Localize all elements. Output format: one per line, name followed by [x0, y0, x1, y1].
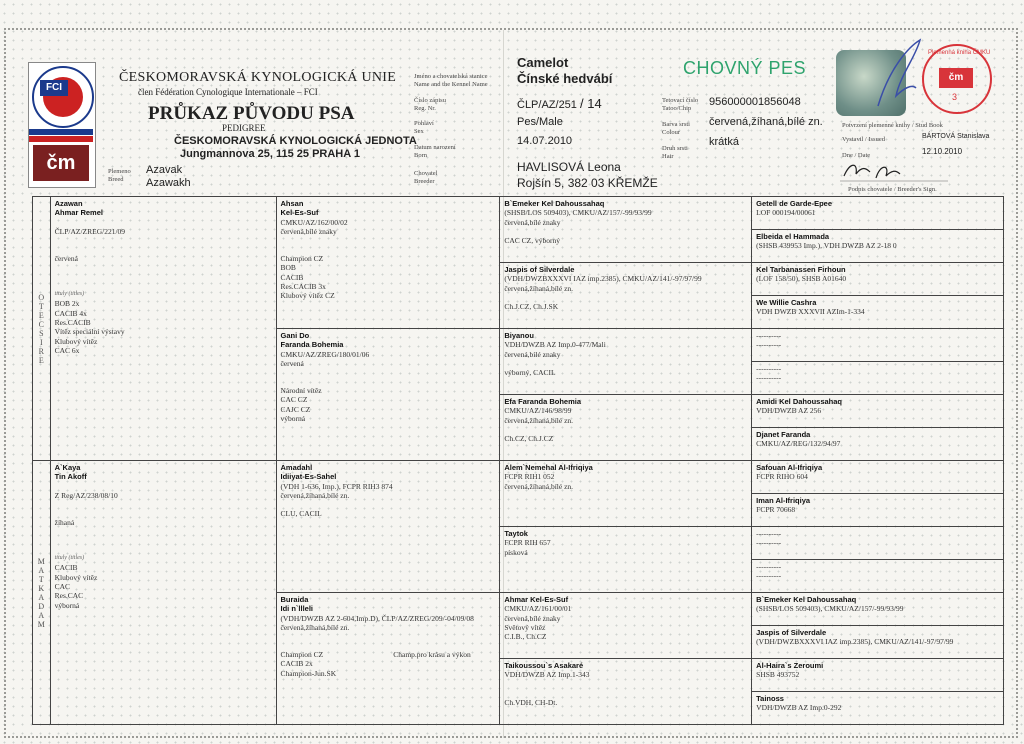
label-colour: Barva srsti Colour: [662, 121, 690, 136]
org-name: ČESKOMORAVSKÁ KYNOLOGICKÁ UNIE: [119, 70, 397, 85]
dog-hair: krátká: [709, 136, 739, 148]
label-date: Dne / Date: [842, 152, 871, 159]
label-tattoo: Tetovací číslo Tatoo/Chip: [662, 97, 699, 112]
g1-cell: Getell de Garde-Epee LOF 000194/00061: [752, 197, 1004, 230]
g14-cell: Jaspis of Silverdale (VDH/DWZBXXXVI IAZ imp.2385), CMKU/AZ/141/-97/97/99: [752, 626, 1004, 659]
label-breeder: Chovatel Breeder: [414, 170, 438, 185]
label-hair: Druh srsti Hair: [662, 145, 688, 160]
issued-date: 12.10.2010: [922, 147, 963, 156]
dam-dam-cell: Buraida Idi n`llleli (VDH/DWZB AZ 2-604,Imp.D), ČLP/AZ/ZREG/209/-04/09/08 červená,žíhaná,bílé zn. Champion CZ Champ.pro krásu a výkon CACIB 2x Champion-Jun.SK: [276, 593, 500, 725]
g9-cell: Safouan Al-Ifriqiya FCPR RIHO 604: [752, 461, 1004, 494]
signature-stroke-icon: [870, 36, 930, 116]
g13-cell: B`Emeker Kel Dahoussahaq (SHSB/LOS 509403), CMKU/AZ/157/-99/93/99: [752, 593, 1004, 626]
cmku-logo: [28, 62, 96, 188]
dss-cell: Alem`Nemehal Al-Ifriqiya FCPR RIH1 052 červená,žíhaná,bílé zn.: [500, 461, 752, 527]
g10-cell: Iman Al-Ifriqiya FCPR 70668: [752, 494, 1004, 527]
fci-emblem-icon: FCI: [32, 66, 94, 128]
breeder-address: Rojšín 5, 382 03 KŘEMŽE: [517, 176, 658, 190]
ssd-cell: Jaspis of Silverdale (VDH/DWZBXXXVI IAZ imp.2385), CMKU/AZ/141/-97/97/99 červená,žíhaná,bílé zn. Ch.J.CZ, Ch.J.SK: [500, 263, 752, 329]
issued-by: BÁRTOVÁ Stanislava: [922, 133, 990, 140]
ddd-cell: Taikoussou`s Asakaré VDH/DWZB AZ Imp.1-343 Ch.VDH, CH-Dt.: [500, 659, 752, 725]
side-dam: M A T K A D A M: [33, 461, 51, 725]
dsd-cell: Taytok FCPR RIH 657 písková: [500, 527, 752, 593]
label-reg: Číslo zápisu Reg. Nr.: [414, 97, 446, 112]
label-born: Datum narození Born: [414, 144, 456, 159]
g4-cell: We Willie Cashra VDH DWZB XXXVII AZIm-1-334: [752, 296, 1004, 329]
document-subtitle: PEDIGREE: [222, 123, 266, 133]
g11-cell: ---------- ----------: [752, 527, 1004, 560]
g12-cell: ---------- ----------: [752, 560, 1004, 593]
stud-book-seal: Plemenná kniha ČMKU čm 3: [922, 44, 992, 114]
label-confirm: Potvrzení plemenné knihy / Stud Book: [842, 122, 943, 129]
dam-cell: A`Kaya Tin Akoff Z Reg/AZ/238/08/10 žíhaná tituly (titles) CACIB Klubový vítěz CAC Res.CAC výborná: [50, 461, 276, 725]
g6-cell: ---------- ----------: [752, 362, 1004, 395]
dog-kennel: Camelot: [517, 55, 569, 70]
label-issued: Vystavil / Issued: [842, 136, 885, 143]
sire-dam-cell: Gani Do Faranda Bohemia CMKU/AZ/ZREG/180/01/06 červená Národní vítěz CAC CZ CAJC CZ výborná: [276, 329, 500, 461]
sss-cell: B`Emeker Kel Dahoussahaq (SHSB/LOS 509403), CMKU/AZ/157/-99/93/99 červená,bílé znaky CAC CZ, výborný: [500, 197, 752, 263]
dog-chip: 956000001856048: [709, 96, 801, 108]
sire-cell: Azawan Ahmar Remel ČLP/AZ/ZREG/221/09 červená tituly (titles) BOB 2x CACIB 4x Res.CACIB Vítěz speciální výstavy Klubový vítěz CAC 6x: [50, 197, 276, 461]
g5-cell: ---------- ----------: [752, 329, 1004, 362]
jednota-address: Jungmannova 25, 115 25 PRAHA 1: [180, 148, 360, 160]
label-breeder-sign: Podpis chovatele / Breeder's Sign.: [848, 186, 937, 193]
dog-name: Čínské hedvábí: [517, 71, 613, 86]
breeder-signature-icon: [840, 158, 950, 184]
breed-label: Plemeno Breed: [108, 168, 131, 183]
g15-cell: Al-Haira`s Zeroumi SHSB 493752: [752, 659, 1004, 692]
side-sire: O T E C S I R E: [33, 197, 51, 461]
breed-en: Azawakh: [146, 177, 191, 189]
sdd-cell: Efa Faranda Bohemia CMKU/AZ/146/98/99 červená,žíhaná,bílé zn. Ch.CZ, Ch.J.CZ: [500, 395, 752, 461]
sire-sire-cell: Ahsan Kel-Es-Suf CMKU/AZ/162/00/02 červená,bílé znaky Champion CZ BOB CACIB Res.CACIB 3x Klubový vítěz CZ: [276, 197, 500, 329]
dog-colour: červená,žíhaná,bílé zn.: [709, 116, 823, 128]
g3-cell: Kel Tarbanassen Firhoun (LOF 158/50), SHSB A01640: [752, 263, 1004, 296]
dds-cell: Ahmar Kel-Es-Suf CMKU/AZ/161/00/01 červená,bílé znaky Světový vítěz C.I.B., Ch.CZ: [500, 593, 752, 659]
label-name: Jméno a chovatelská stanice Name and the Kennel Name: [414, 73, 488, 88]
jednota-name: ČESKOMORAVSKÁ KYNOLOGICKÁ JEDNOTA: [174, 135, 417, 147]
breed-cz: Azavak: [146, 164, 183, 176]
cmku-mark: čm: [33, 145, 89, 181]
org-sub: člen Fédération Cynologique Internationale – FCI: [138, 87, 318, 97]
g16-cell: Tainoss VDH/DWZB AZ Imp.0-292: [752, 692, 1004, 725]
label-sex: Pohlaví Sex: [414, 120, 434, 135]
dog-reg: ČLP/AZ/251 / 14: [517, 96, 602, 111]
g8-cell: Djanet Faranda CMKU/AZ/REG/132/94/97: [752, 428, 1004, 461]
dog-born: 14.07.2010: [517, 135, 573, 147]
pedigree-table: [32, 196, 1004, 725]
g2-cell: Elbeida el Hammada (SHSB 439953 Imp.), VDH DWZB AZ 2-18 0: [752, 230, 1004, 263]
breeder-name: HAVLISOVÁ Leona: [517, 160, 621, 174]
chovny-pes-stamp: CHOVNÝ PES: [683, 58, 807, 78]
sds-cell: Biyanou VDH/DWZB AZ Imp.0-477/Mali červená,bílé znaky výborný, CACIL: [500, 329, 752, 395]
dog-sex: Pes/Male: [517, 116, 563, 128]
dam-sire-cell: Amadahl Idiiyat-Es-Sahel (VDH 1-636, Imp.), FCPR RIH3 874 červená,žíhaná,bílé zn. CLU, CACIL: [276, 461, 500, 593]
g7-cell: Amidi Kel Dahoussahaq VDH/DWZB AZ 256: [752, 395, 1004, 428]
document-title: PRŮKAZ PŮVODU PSA: [148, 103, 355, 124]
